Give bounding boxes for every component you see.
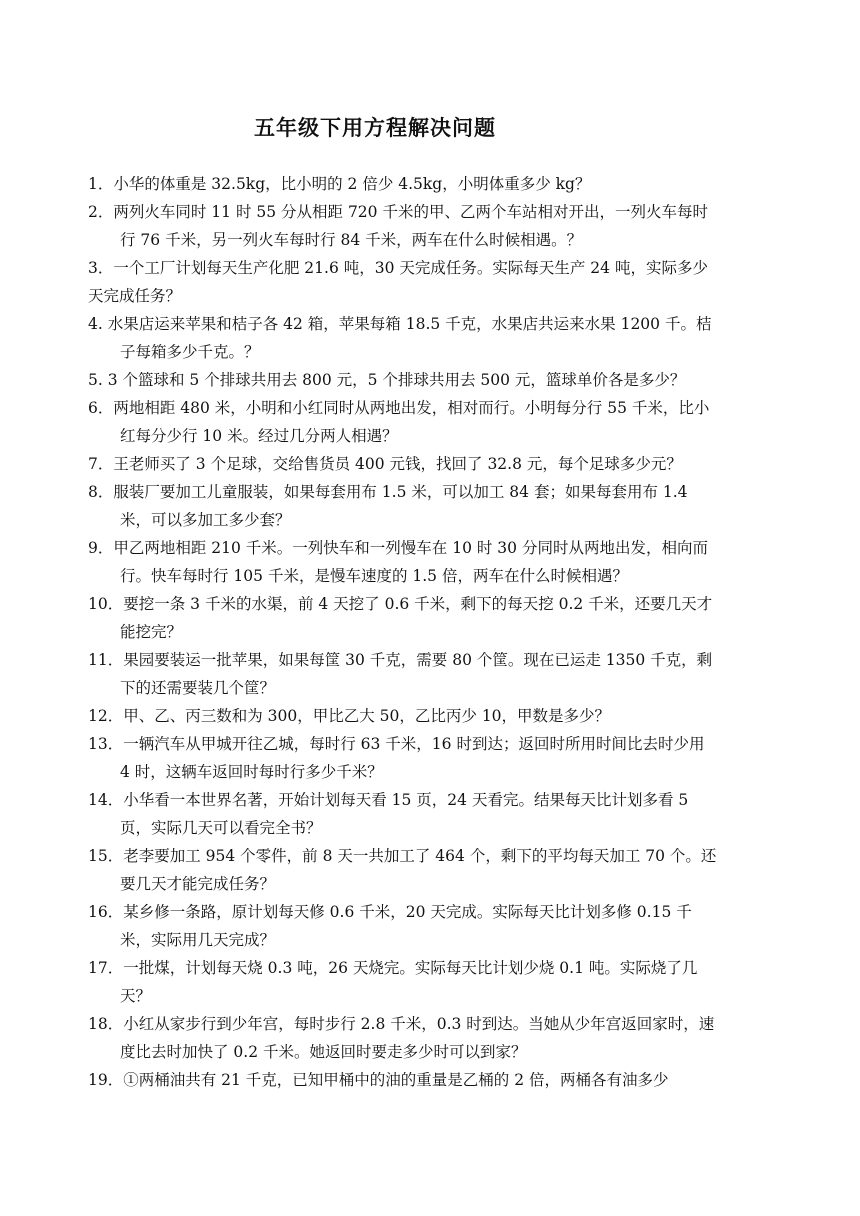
problem-3: 3．一个工厂计划每天生产化肥 21.6 吨，30 天完成任务。实际每天生产 24 吨，实际多少天完成任务？ — [88, 259, 708, 305]
problem-19: 19．①两桶油共有 21 千克，已知甲桶中的油的重量是乙桶的 2 倍，两桶各有油多少 — [88, 1071, 669, 1089]
problem-2: 2．两列火车同时 11 时 55 分从相距 720 千米的甲、乙两个车站相对开出，一列火车每时行 76 千米，另一列火车每时行 84 千米，两车在什么时候相遇。？ — [88, 203, 708, 249]
page-title: 五年级下用方程解决问题 — [254, 116, 496, 140]
problem-11: 11．果园要装运一批苹果，如果每筐 30 千克，需要 80 个筐。现在已运走 1350 千克，剩下的还需要装几个筐？ — [88, 651, 713, 697]
problem-8: 8．服装厂要加工儿童服装，如果每套用布 1.5 米，可以加工 84 套；如果每套用布 1.4 米，可以多加工多少套？ — [88, 483, 688, 529]
problem-list — [88, 170, 718, 1094]
problem-18: 18．小红从家步行到少年宫，每时步行 2.8 千米，0.3 时到达。当她从少年宫返回家时，速度比去时加快了 0.2 千米。她返回时要走多少时可以到家？ — [88, 1015, 715, 1061]
problem-1: 1．小华的体重是 32.5kg，比小明的 2 倍少 4.5kg，小明体重多少 kg？ — [88, 175, 591, 193]
problem-17: 17．一批煤，计划每天烧 0.3 吨，26 天烧完。实际每天比计划少烧 0.1 吨。实际烧了几天？ — [88, 959, 698, 1005]
problem-5: 5. 3 个篮球和 5 个排球共用去 800 元，5 个排球共用去 500 元，篮球单价各是多少？ — [88, 371, 686, 389]
problem-14: 14．小华看一本世界名著，开始计划每天看 15 页，24 天看完。结果每天比计划多看 5 页，实际几天可以看完全书？ — [88, 791, 689, 837]
problem-6: 6．两地相距 480 米，小明和小红同时从两地出发，相对而行。小明每分行 55 千米，比小红每分少行 10 米。经过几分两人相遇？ — [88, 399, 710, 445]
problem-9: 9．甲乙两地相距 210 千米。一列快车和一列慢车在 10 时 30 分同时从两地出发，相向而行。快车每时行 105 千米，是慢车速度的 1.5 倍，两车在什么时候相遇？ — [88, 539, 708, 585]
problem-4: 4. 水果店运来苹果和桔子各 42 箱，苹果每箱 18.5 千克，水果店共运来水果 1200 千。桔子每箱多少千克。？ — [88, 315, 712, 361]
problem-16: 16．某乡修一条路，原计划每天修 0.6 千米，20 天完成。实际每天比计划多修 0.15 千米，实际用几天完成？ — [88, 903, 692, 949]
problem-10: 10．要挖一条 3 千米的水渠，前 4 天挖了 0.6 千米，剩下的每天挖 0.2 千米，还要几天才能挖完？ — [88, 595, 713, 641]
problem-12: 12．甲、乙、丙三数和为 300，甲比乙大 50，乙比丙少 10，甲数是多少？ — [88, 707, 611, 725]
problem-7: 7．王老师买了 3 个足球，交给售货员 400 元钱，找回了 32.8 元，每个足球多少元？ — [88, 455, 682, 473]
problem-13: 13．一辆汽车从甲城开往乙城，每时行 63 千米，16 时到达；返回时所用时间比去时少用 4 时，这辆车返回时每时行多少千米？ — [88, 735, 705, 781]
problem-15: 15．老李要加工 954 个零件，前 8 天一共加工了 464 个，剩下的平均每天加工 70 个。还要几天才能完成任务？ — [88, 847, 717, 893]
